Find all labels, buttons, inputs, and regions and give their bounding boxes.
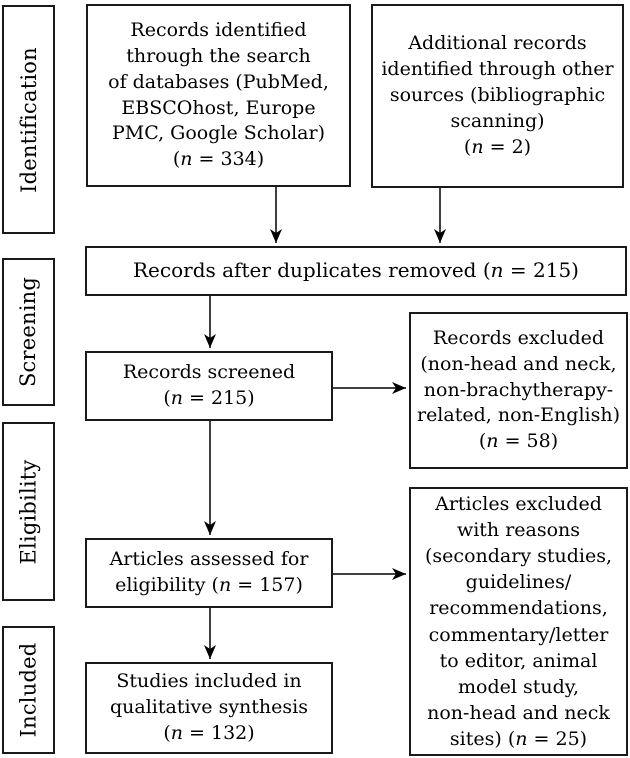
box-records-after-duplicates-removed: Records after duplicates removed (n = 215)	[85, 246, 627, 296]
box-records-screened: Records screened (n = 215)	[85, 351, 333, 421]
stage-included	[2, 626, 55, 754]
box-records-identified-databases: Records identified through the search of databases (PubMed, EBSCOhost, Europe PMC, Google Scholar) (n = 334)	[86, 4, 351, 187]
box-additional-records-other-sources: Additional records identified through other sources (bibliographic scanning) (n = 2)	[371, 4, 624, 188]
stage-identification-label: Identification	[16, 46, 41, 193]
stage-identification	[2, 5, 55, 234]
stage-screening	[2, 258, 55, 406]
stage-eligibility	[2, 422, 55, 601]
stage-included-label: Included	[16, 642, 41, 738]
box-records-excluded: Records excluded (non-head and neck, non-brachytherapy- related, non-English) (n = 58)	[409, 312, 628, 469]
box-studies-included-qualitative-synthesis: Studies included in qualitative synthesis (n = 132)	[85, 662, 333, 754]
stage-eligibility-label: Eligibility	[16, 458, 41, 565]
box-articles-assessed-eligibility: Articles assessed for eligibility (n = 157)	[85, 538, 333, 608]
stage-screening-label: Screening	[16, 276, 41, 388]
box-articles-excluded-with-reasons: Articles excluded with reasons (secondary studies, guidelines/ recommendations, commentary/letter to editor, animal model study, non-head and neck sites) (n = 25)	[409, 487, 628, 756]
